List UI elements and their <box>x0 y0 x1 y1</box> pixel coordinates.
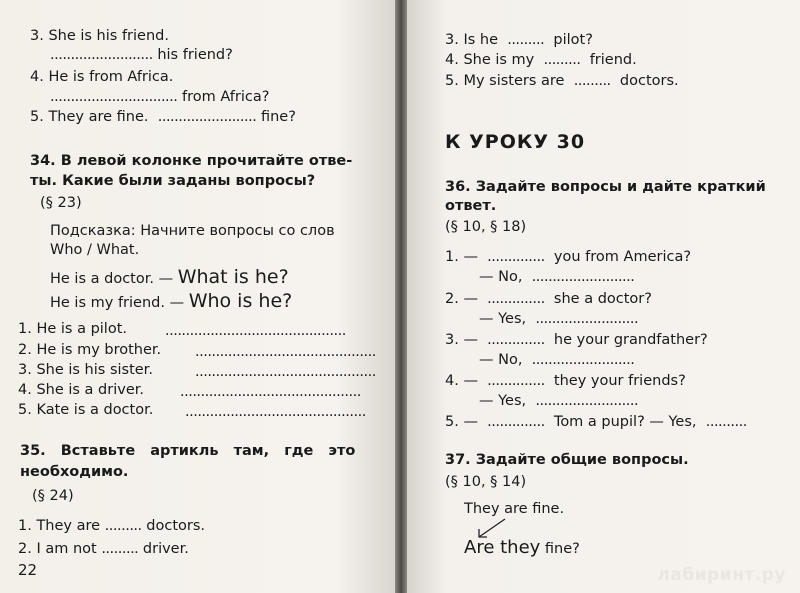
item-2-brother: 2. He is my brother. <box>18 342 162 358</box>
exercise-35-ref: (§ 24) <box>32 488 74 504</box>
line-5-fine: 5. They are fine. ........................ fine? <box>30 109 296 125</box>
watermark-logo: лабиринт.ру <box>657 565 786 585</box>
answer-line: ......................... his friend? <box>50 47 233 63</box>
right-line-3: 3. Is he ......... pilot? <box>445 32 593 48</box>
lesson-heading: К УРОКУ 30 <box>445 131 586 153</box>
item-3-sister: 3. She is his sister. <box>18 362 153 378</box>
article-item-2: 2. I am not ......... driver. <box>18 541 189 557</box>
question-3: 3. — .............. he your grandfather? <box>445 332 708 348</box>
exercise-36-ref: (§ 10, § 18) <box>445 219 527 235</box>
question-5: 5. — .............. Tom a pupil? — Yes, .......... <box>445 414 747 430</box>
left-page <box>0 0 395 593</box>
example-1: He is a doctor. — What is he? <box>50 266 289 288</box>
exercise-36-title-cont: ответ. <box>445 198 497 214</box>
line-3-friend: 3. She is his friend. <box>30 28 169 44</box>
exercise-36-title: 36. Задайте вопросы и дайте краткий <box>445 179 766 195</box>
answer-line: ............................................ <box>180 384 361 400</box>
exercise-35-title-cont: необходимо. <box>20 464 129 480</box>
line-4-africa: 4. He is from Africa. <box>30 69 174 85</box>
question-1: 1. — .............. you from America? <box>445 249 692 265</box>
handwritten-question: Are they fine? <box>464 537 580 558</box>
example-sentence: They are fine. <box>464 501 565 517</box>
item-4-driver: 4. She is a driver. <box>18 382 144 398</box>
question-2: 2. — .............. she a doctor? <box>445 291 652 307</box>
book-spine <box>395 0 407 593</box>
answer-line: ............................................ <box>165 323 346 339</box>
right-page <box>407 0 800 593</box>
page-number: 22 <box>18 561 38 579</box>
question-4: 4. — .............. they your friends? <box>445 373 686 389</box>
answer-1: — No, ......................... <box>479 269 635 285</box>
item-1-pilot: 1. He is a pilot. <box>18 321 127 337</box>
answer-3: — No, ......................... <box>479 352 635 368</box>
article-item-1: 1. They are ......... doctors. <box>18 518 205 534</box>
exercise-34-title: 34. В левой колонке прочитайте отве- <box>30 153 353 169</box>
answer-line: ............................... from Africa? <box>50 89 270 105</box>
hint-text: Подсказка: Начните вопросы со слов <box>50 223 335 239</box>
hint-text-cont: Who / What. <box>50 242 140 258</box>
answer-4: — Yes, ......................... <box>479 393 639 409</box>
exercise-37-title: 37. Задайте общие вопросы. <box>445 452 689 468</box>
answer-2: — Yes, ......................... <box>479 311 639 327</box>
answer-line: ............................................ <box>195 364 376 380</box>
item-5-doctor: 5. Kate is a doctor. <box>18 402 154 418</box>
answer-line: ............................................ <box>195 344 376 360</box>
answer-line: ............................................ <box>185 404 366 420</box>
exercise-35-title: 35. Вставьте артикль там, где это <box>20 443 356 459</box>
right-line-5: 5. My sisters are ......... doctors. <box>445 73 679 89</box>
exercise-37-ref: (§ 10, § 14) <box>445 474 527 490</box>
exercise-34-ref: (§ 23) <box>40 195 82 211</box>
exercise-34-title-cont: ты. Какие были заданы вопросы? <box>30 173 316 189</box>
example-2: He is my friend. — Who is he? <box>50 290 293 312</box>
right-line-4: 4. She is my ......... friend. <box>445 52 637 68</box>
